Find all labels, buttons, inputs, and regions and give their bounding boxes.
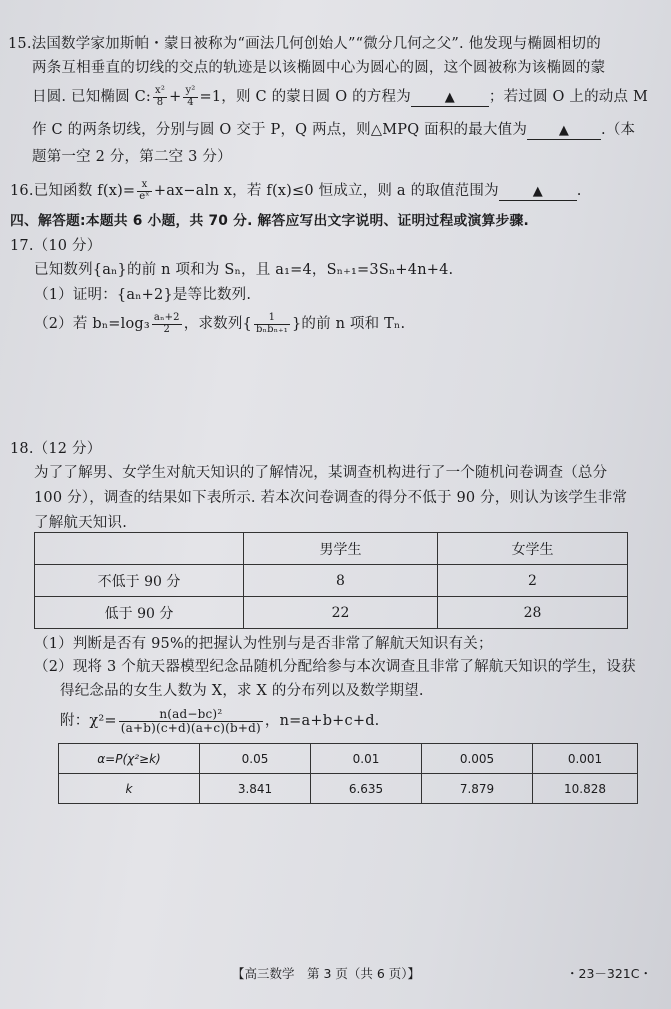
table-header-cell [35, 533, 244, 565]
triangle-icon: ▲ [444, 90, 455, 105]
q18-part2-line1: （2）现将 3 个航天器模型纪念品随机分配给参与本次调查且非常了解航天知识的学生，设获 [34, 659, 636, 675]
q17-frac-1 [152, 313, 182, 335]
exam-code: ・23－321C・ [566, 966, 652, 981]
q15-text-a: 日圆. 已知椭圆 C: [32, 89, 152, 105]
table-cell: 0.05 [200, 744, 311, 774]
q18-line1: 为了了解男、女学生对航天知识的了解情况，某调查机构进行了一个随机问卷调查（总分 [34, 465, 608, 481]
table-header-cell: 男学生 [244, 533, 438, 565]
table-row [59, 774, 638, 804]
q15-text-b: =1，则 C 的蒙日圆 O 的方程为 [199, 89, 411, 105]
q15-answer-blank-2[interactable] [527, 122, 601, 140]
q15-frac-y-num: y² [185, 85, 196, 96]
table-cell: 0.001 [533, 744, 638, 774]
q16-text-c: . [576, 183, 582, 199]
q17-given: 已知数列{aₙ}的前 n 项和为 Sₙ，且 a₁=4，Sₙ₊₁=3Sₙ+4n+4. [34, 262, 454, 278]
q15-text-c: ；若过圆 O 上的动点 M [488, 89, 649, 105]
table-cell: 0.01 [311, 744, 422, 774]
q15-frac-y-den: 4 [187, 96, 194, 108]
q17-frac-1-num: aₙ+2 [153, 312, 180, 323]
formula-num: n(ad−bc)² [119, 708, 263, 722]
q16-frac-den: eˣ [139, 190, 150, 202]
appendix-text-a: 附：χ²= [60, 713, 117, 730]
chi-square-formula [119, 708, 263, 734]
table-cell: 0.005 [422, 744, 533, 774]
table-row [35, 533, 628, 565]
page-footer: 【高三数学 第 3 页（共 6 页）】 [232, 966, 421, 981]
q16-text-a: 16.已知函数 f(x)= [10, 183, 136, 199]
q17-frac-2-den: bₙbₙ₊₁ [255, 323, 288, 335]
q17-part1: （1）证明：{aₙ+2}是等比数列. [34, 287, 252, 303]
q15-line2: 两条互相垂直的切线的交点的轨迹是以该椭圆中心为圆心的圆，这个圆被称为该椭圆的蒙 [32, 60, 606, 76]
table-cell: k [59, 774, 200, 804]
q18-part1: （1）判断是否有 95%的把握认为性别与是否非常了解航天知识有关； [34, 636, 493, 652]
table-cell: 7.879 [422, 774, 533, 804]
q17-part2-text-a: （2）若 bₙ=log₃ [34, 316, 150, 332]
table-cell: 8 [244, 565, 438, 597]
q15-line1: 15.法国数学家加斯帕・蒙日被称为“画法几何创始人”“微分几何之父”. 他发现与椭圆相切的 [8, 36, 601, 52]
table-row [35, 597, 628, 629]
table-cell: 22 [244, 597, 438, 629]
q18-appendix [60, 708, 379, 734]
table-row [35, 565, 628, 597]
triangle-icon: ▲ [558, 123, 570, 138]
q16-text-b: +ax−aln x，若 f(x)≤0 恒成立，则 a 的取值范围为 [153, 183, 499, 199]
q17-part2-text-b: ，求数列{ [183, 316, 252, 332]
q15-line3 [32, 86, 648, 108]
q17-head: 17.（10 分） [10, 238, 102, 254]
q18-part2-line2: 得纪念品的女生人数为 X，求 X 的分布列以及数学期望. [60, 683, 424, 699]
q15-line4 [32, 122, 635, 140]
q16-frac-num: x [137, 180, 152, 192]
survey-table [34, 532, 628, 629]
q18-head: 18.（12 分） [10, 441, 102, 457]
q15-text-d: 作 C 的两条切线，分别与圆 O 交于 P，Q 两点，则△MPQ 面积的最大值为 [32, 122, 528, 138]
table-cell: 不低于 90 分 [35, 565, 244, 597]
q18-line2: 100 分），调查的结果如下表所示. 若本次问卷调查的得分不低于 90 分，则认为该学生非常 [34, 490, 628, 506]
q15-frac-x-num: x² [155, 85, 166, 96]
critical-value-table [58, 743, 638, 804]
table-cell: 2 [438, 565, 628, 597]
q15-frac-y [183, 86, 197, 108]
table-cell: 28 [438, 597, 628, 629]
q17-part2-text-c: }的前 n 项和 Tₙ. [291, 316, 406, 332]
q15-frac-x-den: 8 [156, 96, 164, 108]
appendix-text-b: ，n=a+b+c+d. [264, 713, 380, 730]
q16-frac [137, 180, 152, 202]
section-heading: 四、解答题:本题共 6 小题，共 70 分. 解答应写出文字说明、证明过程或演算步骤. [10, 213, 529, 229]
q16-answer-blank[interactable] [499, 183, 577, 201]
q17-frac-2-num: 1 [254, 313, 290, 325]
q17-frac-1-den: 2 [163, 323, 171, 335]
table-row [59, 744, 638, 774]
q18-line3: 了解航天知识. [34, 515, 128, 531]
table-cell: 10.828 [533, 774, 638, 804]
table-cell: α=P(χ²≥k) [59, 744, 200, 774]
q15-plus: + [169, 89, 182, 105]
triangle-icon: ▲ [532, 184, 543, 199]
table-cell: 3.841 [200, 774, 311, 804]
table-cell: 低于 90 分 [35, 597, 244, 629]
q15-line5: 题第一空 2 分，第二空 3 分） [32, 149, 232, 165]
formula-den: (a+b)(c+d)(a+c)(b+d) [120, 720, 261, 735]
q15-answer-blank-1[interactable] [411, 89, 489, 107]
table-header-cell: 女学生 [438, 533, 628, 565]
q15-text-e: .（本 [601, 122, 636, 138]
q17-part2 [34, 313, 405, 335]
q17-frac-2 [254, 313, 290, 335]
q16-line [10, 180, 582, 202]
q15-frac-x [153, 86, 167, 108]
table-cell: 6.635 [311, 774, 422, 804]
